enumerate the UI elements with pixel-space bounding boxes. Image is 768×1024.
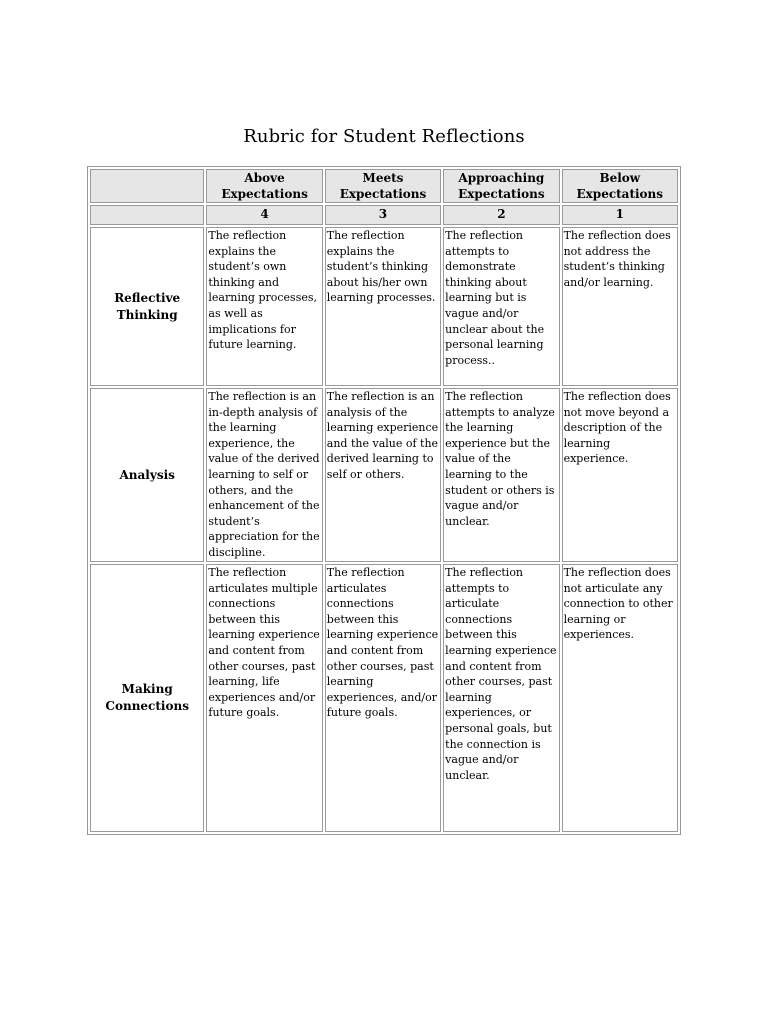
cell-analysis-below: The reflection does not move beyond a description of the learning experience. [562, 388, 678, 562]
cell-reflective-meets: The reflection explains the student’s thinking about his/her own learning processes. [325, 227, 441, 386]
cell-analysis-above: The reflection is an in-depth analysis of the learning experience, the value of the derived learning to self or others, and the enhancement of the student’s appreciation for the discipline. [206, 388, 322, 562]
table-row [90, 564, 678, 832]
table-row [90, 388, 678, 562]
column-header-above: Above Expectations [206, 169, 322, 203]
score-meets: 3 [325, 205, 441, 225]
header-row [90, 169, 678, 203]
column-header-meets: Meets Expectations [325, 169, 441, 203]
score-above: 4 [206, 205, 322, 225]
cell-analysis-meets: The reflection is an analysis of the learning experience and the value of the derived learning to self or others. [325, 388, 441, 562]
score-below: 1 [562, 205, 678, 225]
column-header-approaching: Approaching Expectations [443, 169, 559, 203]
cell-connections-below: The reflection does not articulate any connection to other learning or experiences. [562, 564, 678, 832]
score-corner-cell [90, 205, 204, 225]
cell-connections-approaching: The reflection attempts to articulate connections between this learning experience and content from other courses, past learning experiences, or personal goals, but the connection is vague and/or unclear. [443, 564, 559, 832]
cell-reflective-above: The reflection explains the student’s own thinking and learning processes, as well as implications for future learning. [206, 227, 322, 386]
cell-connections-above: The reflection articulates multiple connections between this learning experience and content from other courses, past learning, life experiences and/or future goals. [206, 564, 322, 832]
row-label-analysis: Analysis [90, 388, 204, 562]
cell-connections-meets: The reflection articulates connections between this learning experience and content from other courses, past learning experiences, and/or future goals. [325, 564, 441, 832]
corner-cell [90, 169, 204, 203]
column-header-below: Below Expectations [562, 169, 678, 203]
cell-reflective-below: The reflection does not address the student’s thinking and/or learning. [562, 227, 678, 386]
cell-analysis-approaching: The reflection attempts to analyze the learning experience but the value of the learning to the student or others is vague and/or unclear. [443, 388, 559, 562]
rubric-table [87, 166, 681, 835]
score-approaching: 2 [443, 205, 559, 225]
document-title: Rubric for Student Reflections [243, 126, 525, 147]
row-label-making-connections: Making Connections [90, 564, 204, 832]
row-label-reflective-thinking: Reflective Thinking [90, 227, 204, 386]
cell-reflective-approaching: The reflection attempts to demonstrate thinking about learning but is vague and/or unclear about the personal learning process.. [443, 227, 559, 386]
score-row [90, 205, 678, 225]
table-row [90, 227, 678, 386]
